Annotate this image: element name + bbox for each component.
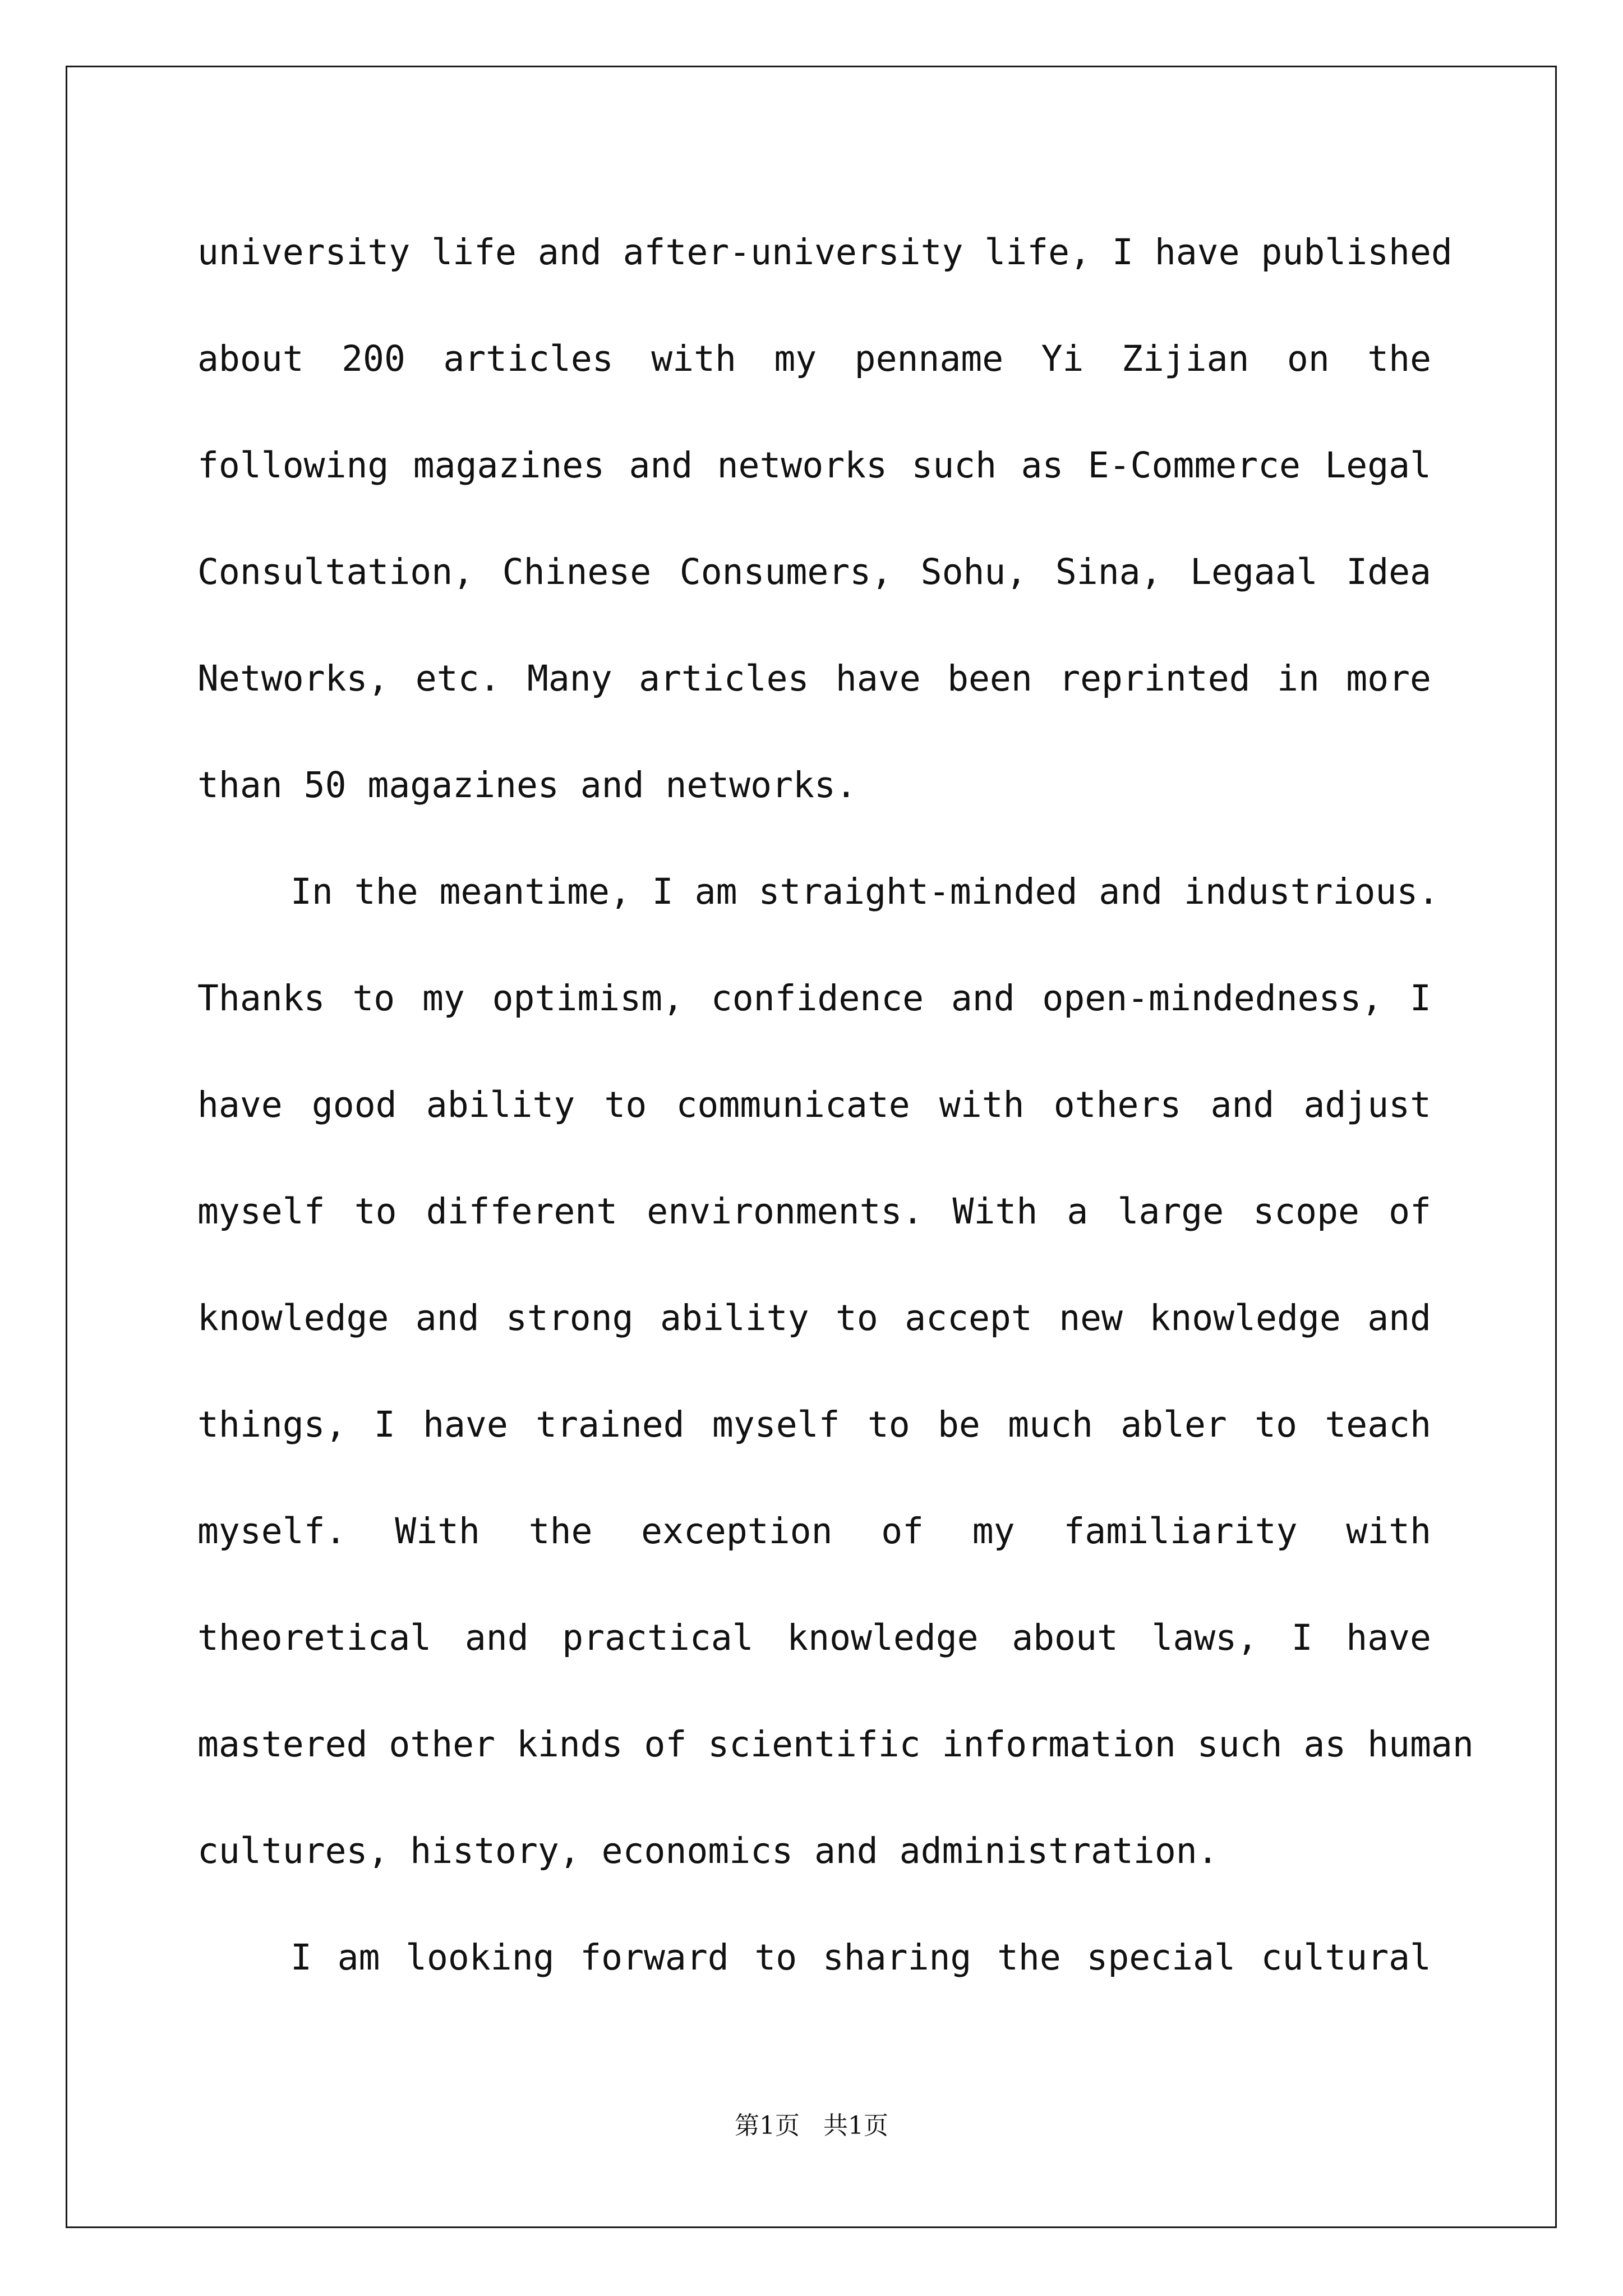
paragraph-first-line: I am looking forward to sharing the special cultural [291, 1937, 1431, 1978]
page-border [66, 66, 1557, 2228]
text-line: cultures, history, economics and administration. [197, 1830, 1219, 1871]
paragraph-first-line: In the meantime, I am straight-minded and industrious. [291, 871, 1440, 912]
text-line: than 50 magazines and networks. [197, 765, 857, 806]
page-footer [0, 2106, 1623, 2146]
page-total: 共1页 [823, 2111, 888, 2140]
text-line: things, I have trained myself to be much abler to teach [197, 1404, 1431, 1445]
text-line: university life and after-university life, I have published [197, 232, 1453, 273]
text-line: theoretical and practical knowledge about laws, I have [197, 1617, 1431, 1658]
text-line: following magazines and networks such as E-Commerce Legal [197, 445, 1431, 486]
text-line: myself to different environments. With a large scope of [197, 1191, 1431, 1232]
text-line: myself. With the exception of my familiarity with [197, 1511, 1431, 1552]
text-line: knowledge and strong ability to accept new knowledge and [197, 1297, 1431, 1338]
text-line: Consultation, Chinese Consumers, Sohu, Sina, Legaal Idea [197, 551, 1431, 592]
text-line: have good ability to communicate with others and adjust [197, 1084, 1431, 1125]
text-line: about 200 articles with my penname Yi Zijian on the [197, 338, 1431, 379]
page-number: 第1页 [735, 2111, 800, 2140]
text-line: Networks, etc. Many articles have been reprinted in more [197, 658, 1431, 699]
text-line: Thanks to my optimism, confidence and open-mindedness, I [197, 978, 1431, 1019]
text-line: mastered other kinds of scientific information such as human [197, 1724, 1474, 1765]
